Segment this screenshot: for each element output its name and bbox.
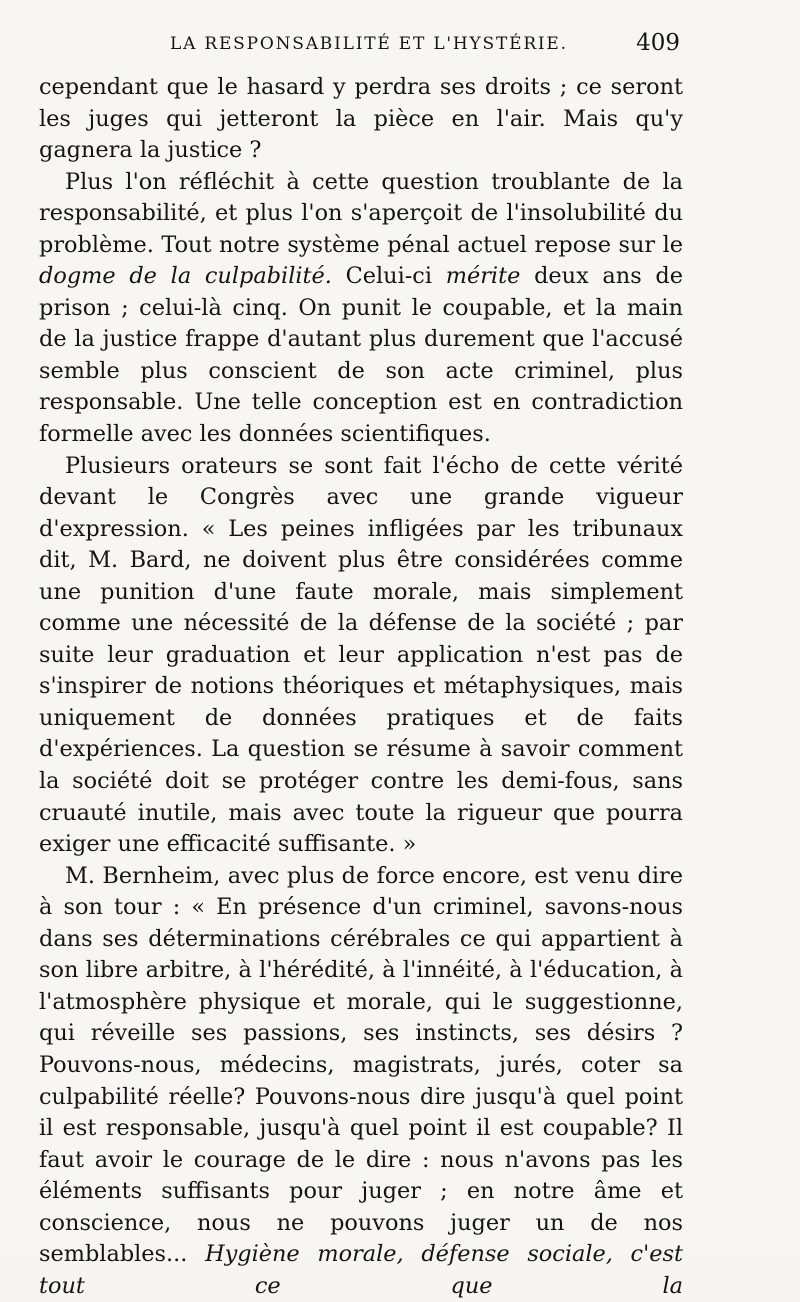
page-number: 409	[636, 30, 680, 56]
paragraph-4: M. Bernheim, avec plus de force encore, est venu dire à son tour : « En présence d'un criminel, savons-nous dans ses déterminations cérébrales ce qui appartient à son libre arbitre, à l'hérédité, à l'innéité, à l'éducation, à l'atmosphère physique et morale, qui le suggestionne, qui réveille ses passions, ses instincts, ses désirs ? Pouvons-nous, médecins, magistrats, jurés, coter sa culpabilité réelle? Pouvons-nous dire jusqu'à quel point il est responsable, jusqu'à quel point il est coupable? Il faut avoir le courage de le dire : nous n'avons pas les éléments suffisants pour juger ; en notre âme et conscience, nous ne pouvons juger un de nos semblables... Hygiène morale, défense sociale, c'est tout ce que la	[39, 862, 683, 1299]
paragraph-1: cependant que le hasard y perdra ses droits ; ce seront les juges qui jetteront la pièce en l'air. Mais qu'y gagnera la justice ?	[39, 74, 683, 164]
paragraph-2: Plus l'on réfléchit à cette question troublante de la responsabilité, et plus l'on s'aperçoit de l'insolubilité du problème. Tout notre système pénal actuel repose sur le dogme de la culpabilité. Celui-ci mérite deux ans de prison ; celui-là cinq. On punit le coupable, et la main de la justice frappe d'autant plus durement que l'accusé semble plus conscient de son acte criminel, plus responsable. Une telle conception est en contradiction formelle avec les données scientifiques.	[39, 168, 683, 448]
paragraph-3: Plusieurs orateurs se sont fait l'écho de cette vérité devant le Congrès avec une grande vigueur d'expression. « Les peines infligées par les tribunaux dit, M. Bard, ne doivent plus être considérées comme une punition d'une faute morale, mais simplement comme une nécessité de la défense de la société ; par suite leur graduation et leur application n'est pas de s'inspirer de notions théoriques et métaphysiques, mais uniquement de données pratiques et de faits d'expériences. La question se résume à savoir comment la société doit se protéger contre les demi-fous, sans cruauté inutile, mais avec toute la rigueur que pourra exiger une efficacité suffisante. »	[39, 452, 683, 858]
italic-quote-end: Hygiène morale, défense sociale, c'est tout ce que la	[39, 1241, 683, 1299]
italic-merite: mérite	[445, 263, 521, 290]
italic-dogme: dogme de la culpabilité.	[39, 263, 332, 290]
running-title: LA RESPONSABILITÉ ET L'HYSTÉRIE.	[170, 34, 568, 54]
running-head	[150, 30, 680, 60]
body-text	[39, 72, 683, 1302]
